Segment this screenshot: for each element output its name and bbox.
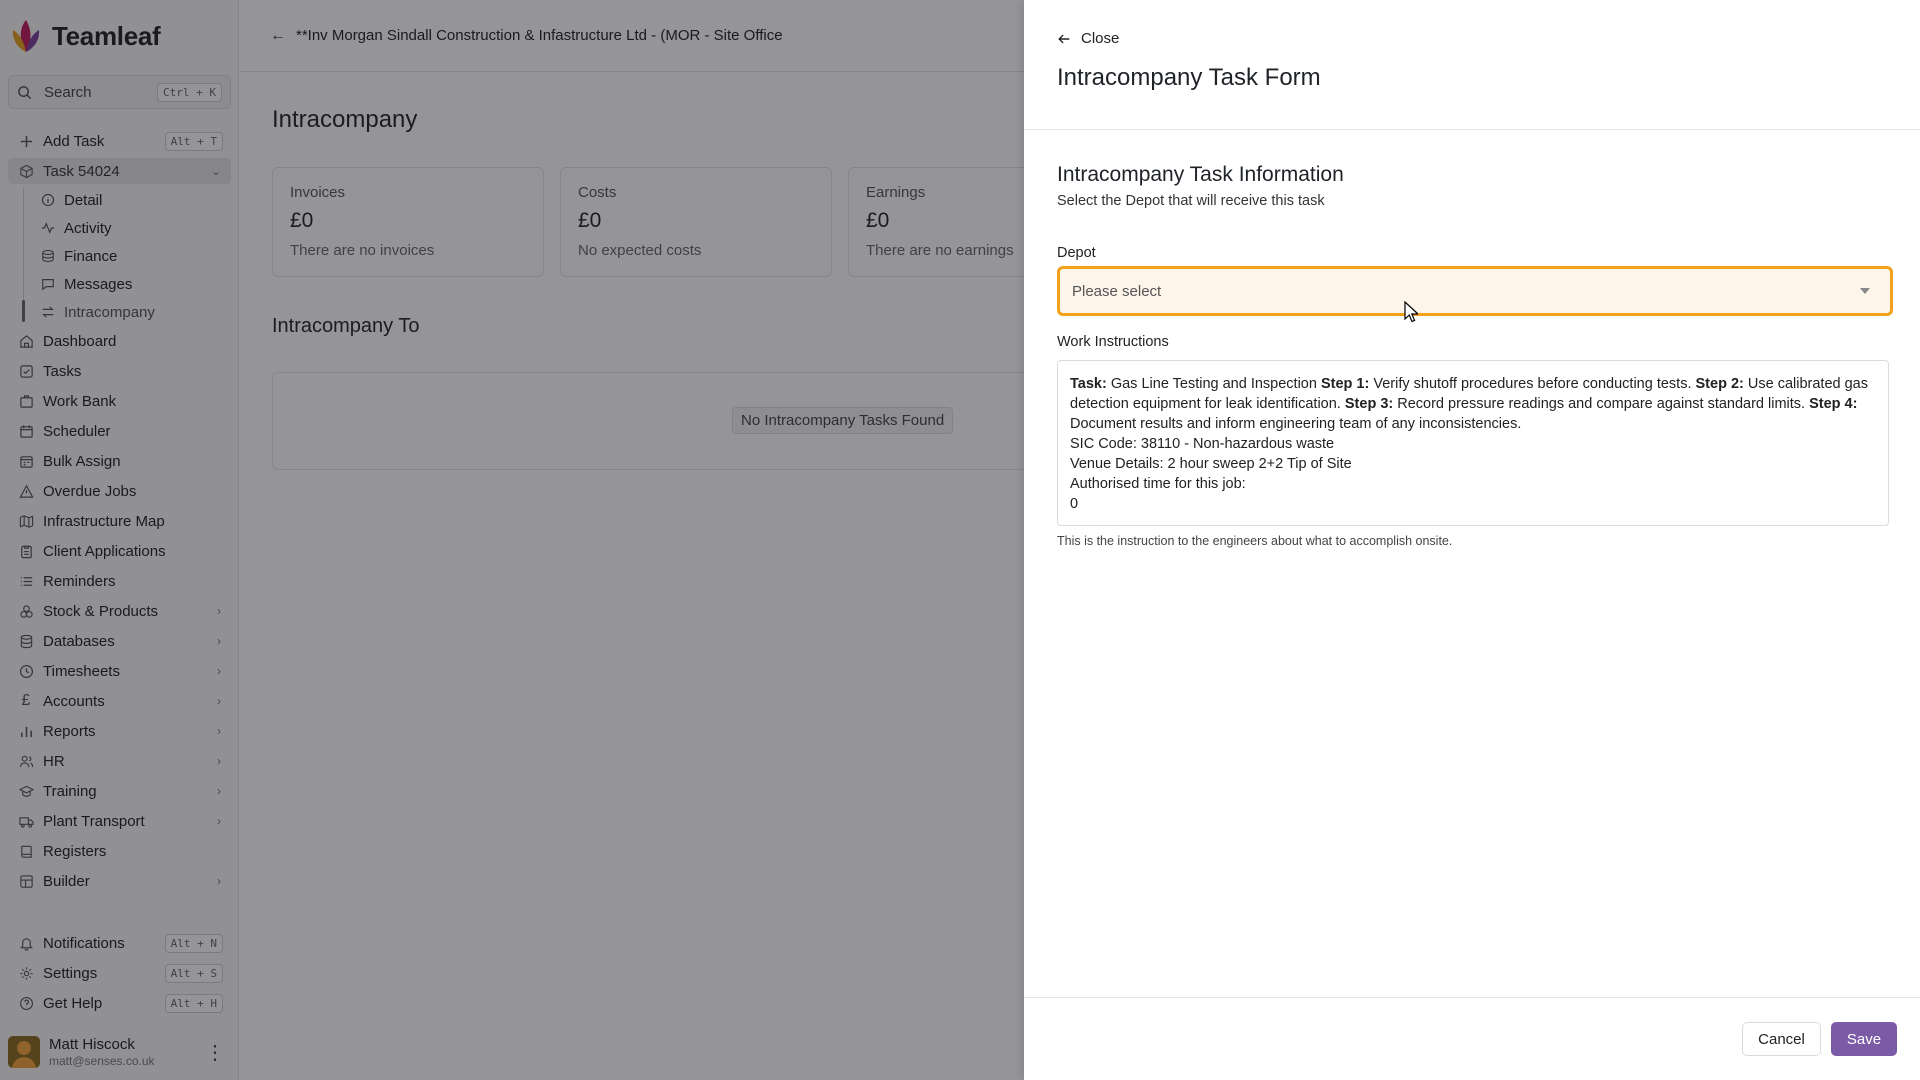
nav-label: Databases bbox=[43, 632, 115, 650]
depot-label: Depot bbox=[1057, 245, 1096, 261]
chevron-right-icon: › bbox=[217, 784, 221, 798]
nav-label: Plant Transport bbox=[43, 812, 145, 830]
cancel-button[interactable]: Cancel bbox=[1742, 1022, 1821, 1056]
chevron-right-icon: › bbox=[217, 664, 221, 678]
nav-label: Tasks bbox=[43, 362, 82, 380]
card-note: No expected costs bbox=[578, 242, 702, 259]
step-label: Step 3: bbox=[1344, 396, 1394, 412]
work-instructions-field[interactable] bbox=[1057, 360, 1889, 526]
shortcut-hint: Alt + S bbox=[165, 964, 223, 983]
task-label: Task 54024 bbox=[43, 162, 120, 180]
sub-label: Intracompany bbox=[64, 303, 155, 321]
caret-down-icon bbox=[1860, 288, 1870, 294]
add-task-shortcut: Alt + T bbox=[165, 132, 223, 151]
chevron-right-icon: › bbox=[217, 754, 221, 768]
nav-label: HR bbox=[43, 752, 65, 770]
step-text: Use calibrated gas detection equipment for leak identification. bbox=[1070, 376, 1868, 412]
depot-placeholder: Please select bbox=[1072, 282, 1162, 300]
work-instructions-help: This is the instruction to the engineers about what to accomplish onsite. bbox=[1057, 534, 1453, 548]
nav-label: Timesheets bbox=[43, 662, 120, 680]
task-text: Gas Line Testing and Inspection bbox=[1110, 376, 1317, 392]
nav-label: Accounts bbox=[43, 692, 105, 710]
card-label: Invoices bbox=[290, 184, 346, 201]
pound-icon: £ bbox=[21, 692, 31, 709]
chevron-right-icon: › bbox=[217, 724, 221, 738]
shortcut-hint: Alt + H bbox=[165, 994, 223, 1013]
nav-label: Get Help bbox=[43, 994, 103, 1012]
nav-label: Infrastructure Map bbox=[43, 512, 165, 530]
form-section-title: Intracompany Task Information bbox=[1057, 163, 1344, 186]
save-button[interactable]: Save bbox=[1831, 1022, 1897, 1056]
empty-state-message: No Intracompany Tasks Found bbox=[732, 407, 953, 434]
sub-label: Detail bbox=[64, 191, 103, 209]
card-value: £0 bbox=[290, 209, 314, 232]
chevron-right-icon: › bbox=[217, 634, 221, 648]
nav-label: Reports bbox=[43, 722, 96, 740]
close-button[interactable] bbox=[1057, 30, 1119, 47]
nav-label: Stock & Products bbox=[43, 602, 159, 620]
nav-label: Overdue Jobs bbox=[43, 482, 137, 500]
step-label: Step 1: bbox=[1320, 376, 1370, 392]
step-text: Document results and inform engineering team of any inconsistencies. bbox=[1070, 416, 1522, 432]
card-note: There are no invoices bbox=[290, 242, 435, 259]
nav-label: Registers bbox=[43, 842, 107, 860]
close-label: Close bbox=[1081, 30, 1120, 47]
sub-label: Activity bbox=[64, 219, 112, 237]
breadcrumb: **Inv Morgan Sindall Construction & Infastructure Ltd - (MOR - Site Office bbox=[296, 27, 783, 44]
drawer-header bbox=[1024, 0, 1920, 130]
chevron-right-icon: › bbox=[217, 874, 221, 888]
chevron-right-icon: › bbox=[217, 814, 221, 828]
step-label: Step 4: bbox=[1809, 396, 1858, 412]
nav-label: Settings bbox=[43, 964, 98, 982]
authorised-value: 0 bbox=[1070, 496, 1079, 512]
sub-label: Messages bbox=[64, 275, 133, 293]
authorised-line: Authorised time for this job: bbox=[1070, 476, 1246, 492]
task-form-drawer bbox=[1024, 0, 1920, 1080]
step-text: Verify shutoff procedures before conducting tests. bbox=[1373, 376, 1692, 392]
chevron-down-icon: ⌄ bbox=[210, 164, 221, 178]
shortcut-hint: Alt + N bbox=[165, 934, 223, 953]
nav-label: Work Bank bbox=[43, 392, 117, 410]
step-text: Record pressure readings and compare against standard limits. bbox=[1397, 396, 1806, 412]
arrow-left-icon bbox=[1057, 32, 1071, 46]
back-arrow-icon[interactable]: ← bbox=[270, 26, 286, 44]
card-value: £0 bbox=[578, 209, 602, 232]
add-task-label: Add Task bbox=[43, 132, 105, 150]
nav-label: Dashboard bbox=[43, 332, 117, 350]
depot-select[interactable] bbox=[1057, 266, 1893, 316]
nav-label: Client Applications bbox=[43, 542, 166, 560]
user-name: Matt Hiscock bbox=[49, 1036, 135, 1053]
task-prefix: Task: bbox=[1070, 376, 1107, 392]
more-options-icon[interactable]: ⋮ bbox=[205, 1041, 225, 1064]
venue-line: Venue Details: 2 hour sweep 2+2 Tip of Site bbox=[1070, 456, 1352, 472]
step-label: Step 2: bbox=[1695, 376, 1744, 392]
sic-code-line: SIC Code: 38110 - Non-hazardous waste bbox=[1070, 436, 1335, 452]
mouse-cursor-icon bbox=[1404, 301, 1418, 323]
page-title: Intracompany bbox=[272, 106, 418, 133]
card-value: £0 bbox=[866, 209, 890, 232]
search-shortcut: Ctrl + K bbox=[157, 83, 222, 102]
nav-label: Builder bbox=[43, 872, 90, 890]
search-label: Search bbox=[44, 83, 92, 101]
app-name: Teamleaf bbox=[52, 20, 161, 51]
instructions-task-line bbox=[1070, 374, 1876, 434]
nav-label: Notifications bbox=[43, 934, 125, 952]
work-instructions-label: Work Instructions bbox=[1057, 334, 1169, 350]
card-label: Earnings bbox=[866, 184, 926, 201]
nav-label: Bulk Assign bbox=[43, 452, 121, 470]
card-label: Costs bbox=[578, 184, 617, 201]
form-section-subtitle: Select the Depot that will receive this task bbox=[1057, 193, 1325, 209]
card-note: There are no earnings bbox=[866, 242, 1014, 259]
nav-label: Training bbox=[43, 782, 97, 800]
nav-label: Scheduler bbox=[43, 422, 111, 440]
drawer-title: Intracompany Task Form bbox=[1057, 64, 1321, 91]
chevron-right-icon: › bbox=[217, 694, 221, 708]
nav-label: Reminders bbox=[43, 572, 116, 590]
section-title: Intracompany To bbox=[272, 315, 420, 337]
chevron-right-icon: › bbox=[217, 604, 221, 618]
sub-label: Finance bbox=[64, 247, 118, 265]
user-email: matt@senses.co.uk bbox=[49, 1054, 155, 1068]
